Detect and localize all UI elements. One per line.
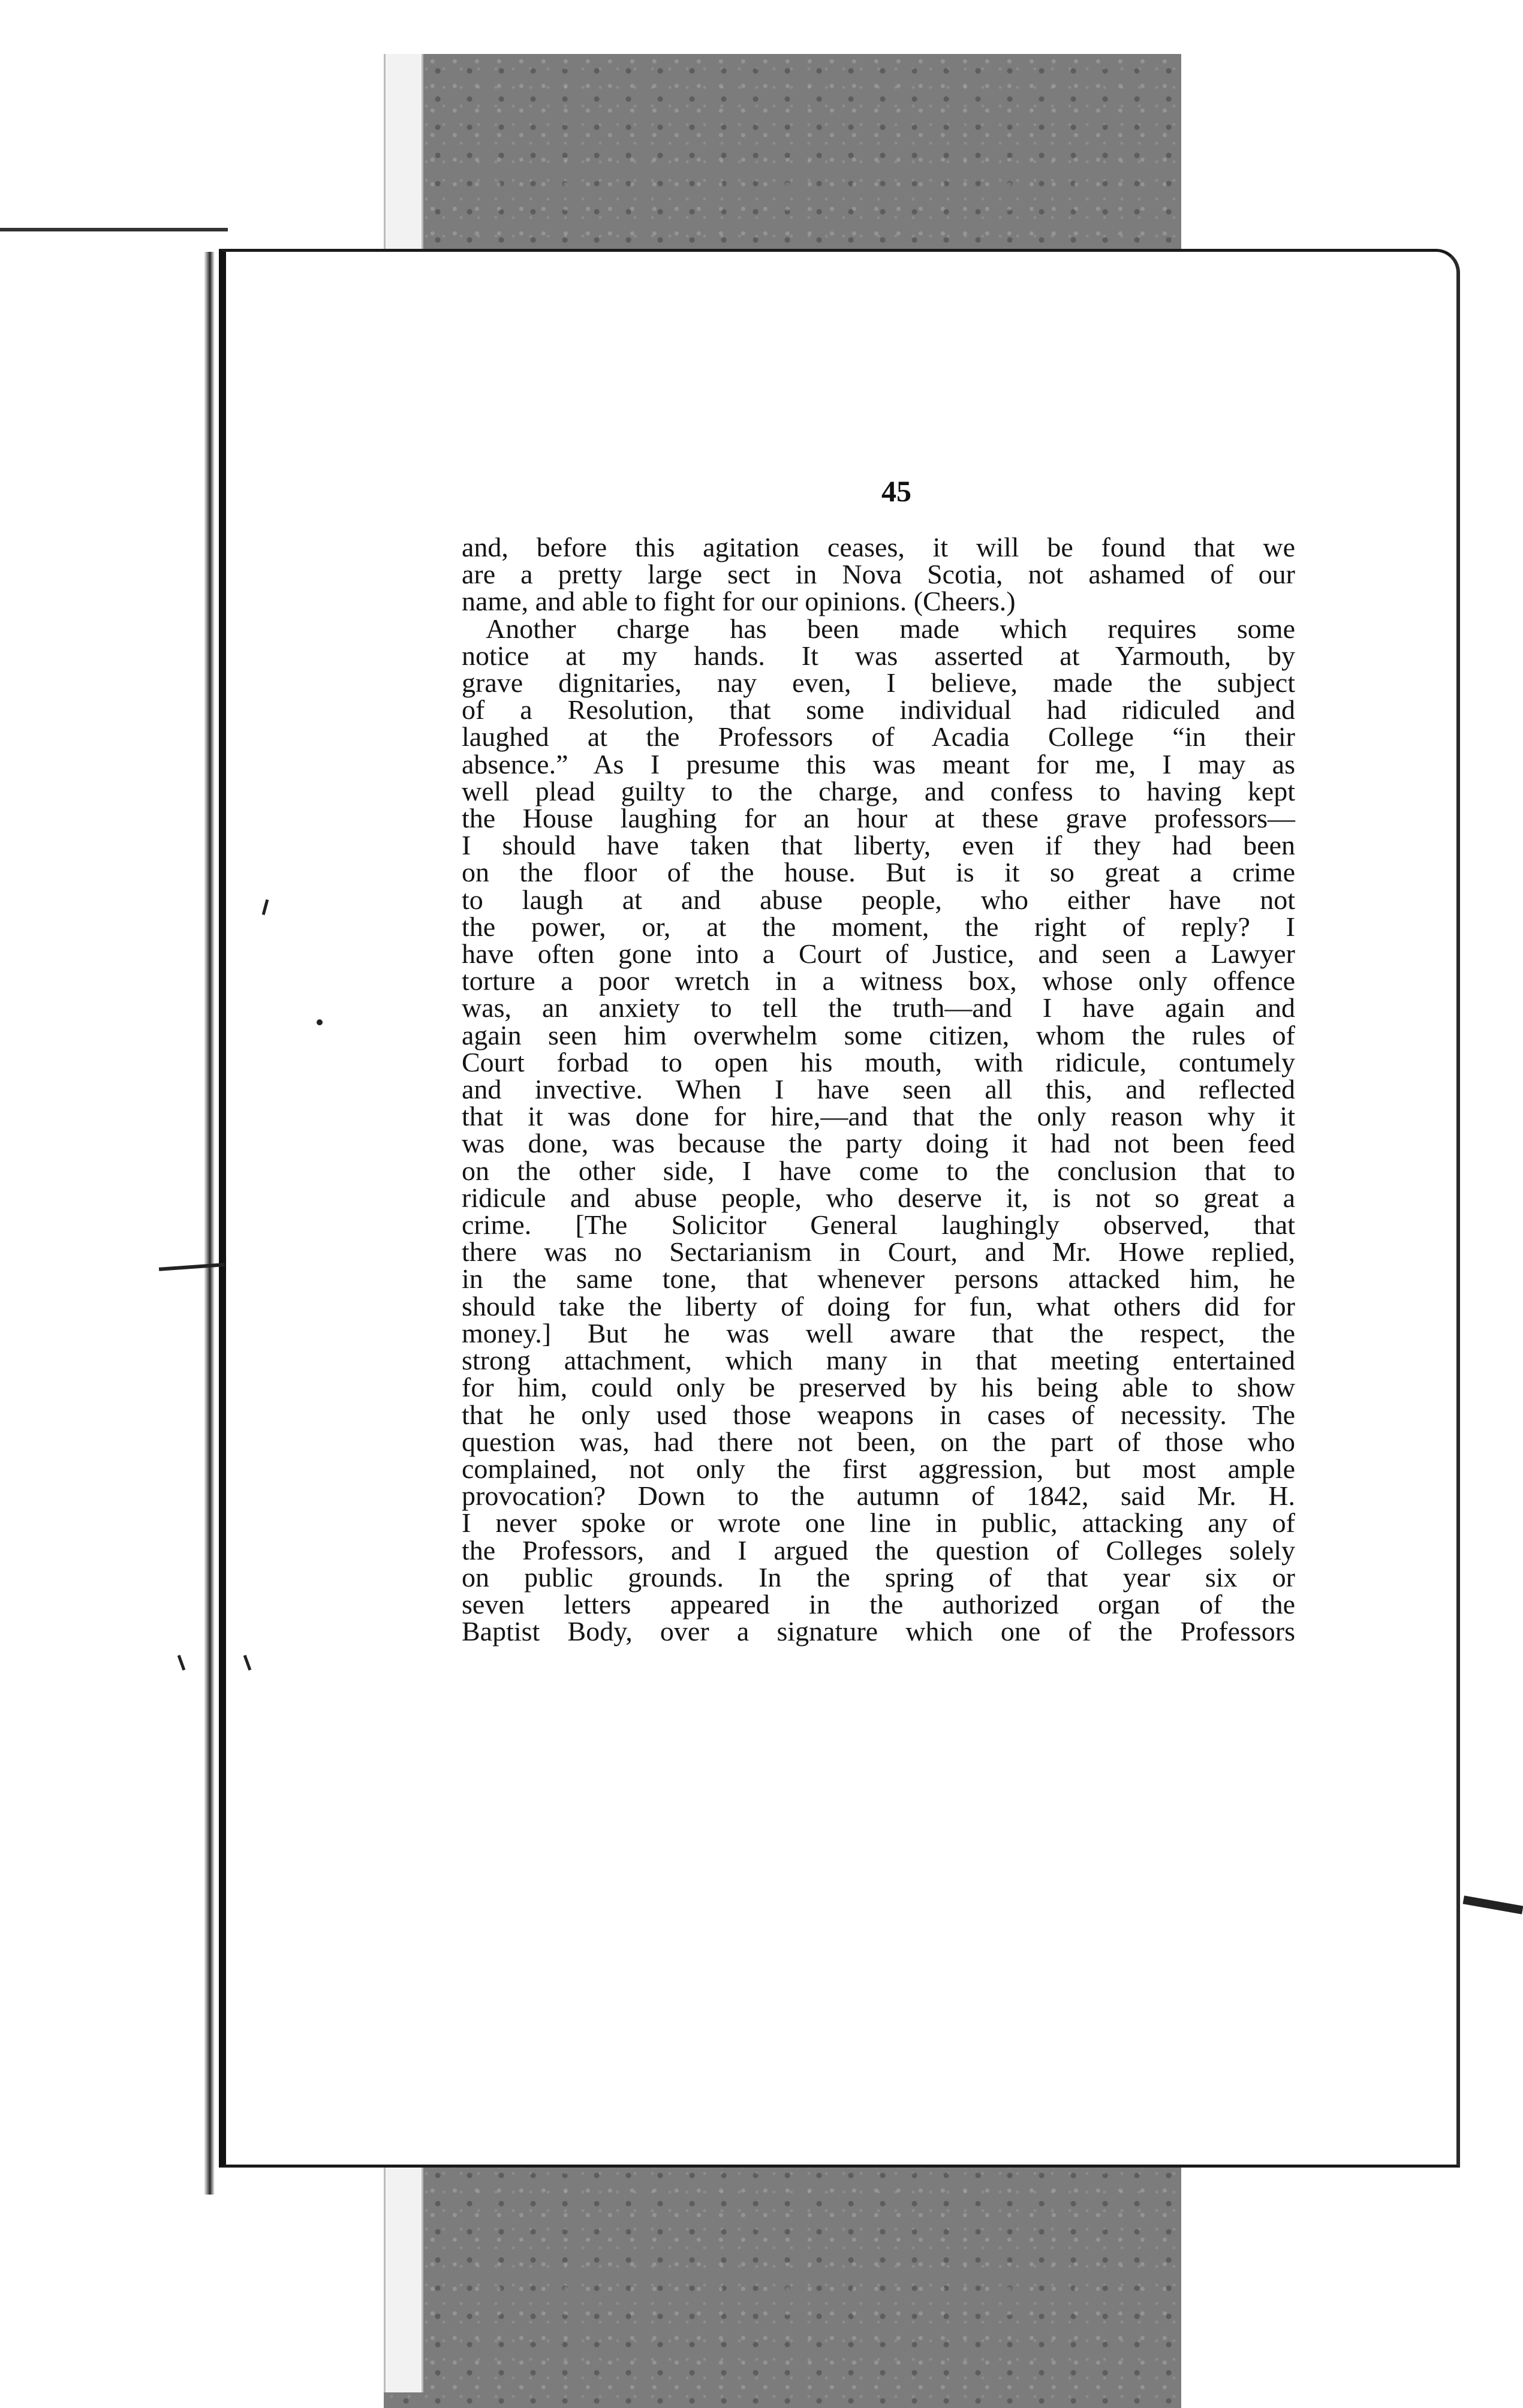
text-line: I never spoke or wrote one line in public, attacking any of xyxy=(462,1507,1295,1539)
text-line: money.] But he was well aware that the respect, the xyxy=(462,1317,1295,1349)
text-line: strong attachment, which many in that meeting entertained xyxy=(462,1345,1295,1376)
text-line: the power, or, at the moment, the right of reply? I xyxy=(462,911,1295,942)
text-line: on the floor of the house. But is it so great a crime xyxy=(462,857,1295,888)
scan-background-top xyxy=(384,54,1181,252)
text-line: laughed at the Professors of Acadia College “in their xyxy=(462,721,1295,752)
text-line: absence.” As I presume this was meant for me, I may as xyxy=(462,748,1295,779)
text-line: seven letters appeared in the authorized organ of the xyxy=(462,1588,1295,1620)
text-line: question was, had there not been, on the part of those who xyxy=(462,1426,1295,1457)
text-line: that he only used those weapons in cases of necessity. The xyxy=(462,1399,1295,1430)
text-line: crime. [The Solicitor General laughingly observed, that xyxy=(462,1209,1295,1241)
text-line: Baptist Body, over a signature which one of the Professors xyxy=(462,1616,1295,1647)
body-text xyxy=(462,534,1295,1645)
text-line: of a Resolution, that some individual had ridiculed and xyxy=(462,694,1295,726)
text-line: for him, could only be preserved by his being able to show xyxy=(462,1372,1295,1403)
page-number: 45 xyxy=(881,474,911,508)
scan-background-bottom xyxy=(384,2159,1181,2408)
text-line: and, before this agitation ceases, it will be found that we xyxy=(462,532,1295,562)
text-line: that it was done for hire,—and that the only reason why it xyxy=(462,1101,1295,1132)
text-line: should take the liberty of doing for fun, what others did for xyxy=(462,1290,1295,1322)
text-line: torture a poor wretch in a witness box, whose only offence xyxy=(462,965,1295,997)
text-line: on the other side, I have come to the conclusion that to xyxy=(462,1155,1295,1186)
scan-artifact-edge xyxy=(1463,1895,1523,1914)
text-line: there was no Sectarianism in Court, and Mr. Howe replied, xyxy=(462,1236,1295,1268)
text-line: ridicule and abuse people, who deserve it, is not so great a xyxy=(462,1182,1295,1213)
text-line: the House laughing for an hour at these grave professors— xyxy=(462,803,1295,834)
text-line: Another charge has been made which requires some xyxy=(486,613,1295,644)
text-line: the Professors, and I argued the question of Colleges solely xyxy=(462,1534,1295,1566)
text-line: name, and able to fight for our opinions. (Cheers.) xyxy=(462,586,1016,617)
text-line: to laugh at and abuse people, who either have not xyxy=(462,884,1295,915)
text-line: on public grounds. In the spring of that year six or xyxy=(462,1561,1295,1593)
page-fold xyxy=(204,252,215,2195)
text-line: are a pretty large sect in Nova Scotia, not ashamed of our xyxy=(462,559,1295,590)
text-line: and invective. When I have seen all this, and reflected xyxy=(462,1074,1295,1105)
left-blank-page xyxy=(0,228,228,2210)
scan-artifact-dot xyxy=(317,1019,323,1025)
text-line: grave dignitaries, nay even, I believe, made the subject xyxy=(462,667,1295,699)
text-line: have often gone into a Court of Justice, and seen a Lawyer xyxy=(462,938,1295,970)
text-line: Court forbad to open his mouth, with ridicule, contumely xyxy=(462,1046,1295,1077)
text-line: provocation? Down to the autumn of 1842, said Mr. H. xyxy=(462,1480,1295,1512)
text-line: again seen him overwhelm some citizen, whom the rules of xyxy=(462,1019,1295,1051)
text-line: well plead guilty to the charge, and confess to having kept xyxy=(462,775,1295,806)
text-line: complained, not only the first aggression, but most ample xyxy=(462,1453,1295,1484)
text-line: notice at my hands. It was asserted at Yarmouth, by xyxy=(462,640,1295,671)
text-line: in the same tone, that whenever persons attacked him, he xyxy=(462,1263,1295,1295)
text-line: was, an anxiety to tell the truth—and I have again and xyxy=(462,992,1295,1024)
text-line: was done, was because the party doing it had not been feed xyxy=(462,1128,1295,1159)
text-line: I should have taken that liberty, even if they had been xyxy=(462,830,1295,861)
